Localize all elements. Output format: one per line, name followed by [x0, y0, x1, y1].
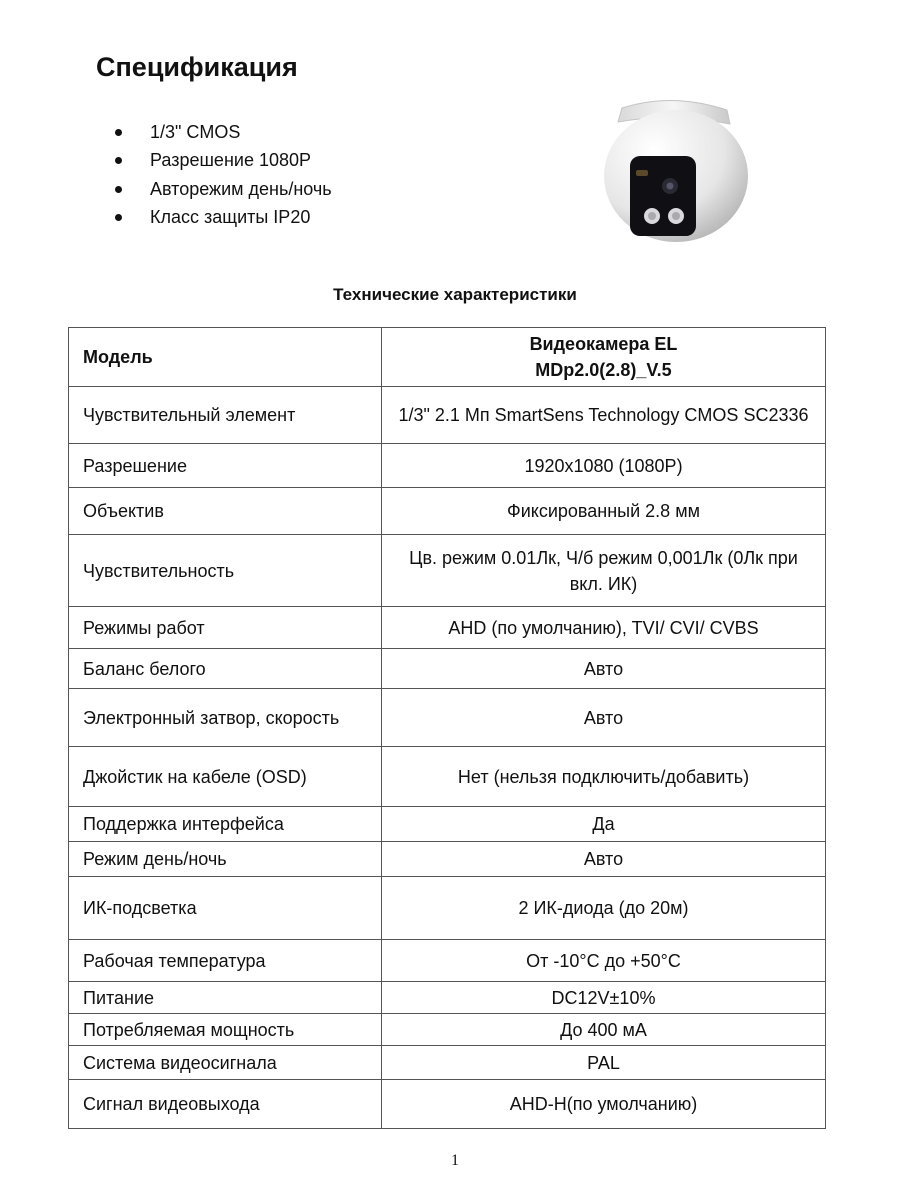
- row-value: DC12V±10%: [382, 982, 826, 1014]
- row-value: Фиксированный 2.8 мм: [382, 488, 826, 535]
- list-item-text: 1/3" CMOS: [150, 121, 241, 142]
- header-value-line1: Видеокамера EL: [529, 334, 678, 354]
- row-key: Объектив: [69, 488, 382, 535]
- row-key: Питание: [69, 982, 382, 1014]
- list-item: [112, 118, 332, 147]
- row-value: Нет (нельзя подключить/добавить): [382, 747, 826, 807]
- row-key: Электронный затвор, скорость: [69, 689, 382, 747]
- row-key: Рабочая температура: [69, 940, 382, 982]
- row-value: Да: [382, 807, 826, 842]
- row-key: Джойстик на кабеле (OSD): [69, 747, 382, 807]
- table-header-row: [69, 328, 826, 387]
- list-item: [112, 175, 332, 204]
- list-item: [112, 204, 332, 233]
- table-row: [69, 607, 826, 649]
- bullet-icon: [115, 157, 122, 164]
- list-item-text: Разрешение 1080P: [150, 150, 311, 171]
- row-key: Режимы работ: [69, 607, 382, 649]
- header-value-line2: MDp2.0(2.8)_V.5: [535, 360, 672, 380]
- row-key: Потребляемая мощность: [69, 1014, 382, 1046]
- table-row: [69, 689, 826, 747]
- table-row: [69, 387, 826, 444]
- row-value: AHD-H(по умолчанию): [382, 1080, 826, 1129]
- row-key: Чувствительность: [69, 535, 382, 607]
- page-number: 1: [451, 1152, 459, 1169]
- row-key: Система видеосигнала: [69, 1046, 382, 1080]
- row-value: До 400 мА: [382, 1014, 826, 1046]
- page-title: Спецификация: [96, 52, 298, 82]
- row-value: Цв. режим 0.01Лк, Ч/б режим 0,001Лк (0Лк при вкл. ИК): [382, 535, 826, 607]
- row-key: Разрешение: [69, 444, 382, 488]
- row-key: Сигнал видеовыхода: [69, 1080, 382, 1129]
- spec-table: [68, 327, 826, 1129]
- header-value: [382, 328, 826, 387]
- table-row: [69, 940, 826, 982]
- row-value: Авто: [382, 649, 826, 689]
- bullet-icon: [115, 186, 122, 193]
- table-row: [69, 807, 826, 842]
- table-row: [69, 747, 826, 807]
- table-row: [69, 1046, 826, 1080]
- table-row: [69, 982, 826, 1014]
- list-item-text: Авторежим день/ночь: [150, 178, 332, 199]
- bullet-icon: [115, 129, 122, 136]
- list-item: [112, 147, 332, 176]
- row-value: Авто: [382, 842, 826, 877]
- row-key: Баланс белого: [69, 649, 382, 689]
- row-value: 1/3" 2.1 Мп SmartSens Technology CMOS SC2336: [382, 387, 826, 444]
- row-key: Поддержка интерфейса: [69, 807, 382, 842]
- row-key: Режим день/ночь: [69, 842, 382, 877]
- row-value: 2 ИК-диода (до 20м): [382, 877, 826, 940]
- table-row: [69, 535, 826, 607]
- bullet-icon: [115, 214, 122, 221]
- row-value: AHD (по умолчанию), TVI/ CVI/ CVBS: [382, 607, 826, 649]
- table-row: [69, 444, 826, 488]
- header-key: Модель: [69, 328, 382, 387]
- feature-list: [112, 118, 332, 232]
- table-title: Технические характеристики: [333, 285, 577, 304]
- list-item-text: Класс защиты IP20: [150, 207, 311, 228]
- row-key: Чувствительный элемент: [69, 387, 382, 444]
- table-row: [69, 877, 826, 940]
- row-value: Авто: [382, 689, 826, 747]
- table-row: [69, 842, 826, 877]
- table-row: [69, 649, 826, 689]
- dome-camera-image: [592, 94, 752, 244]
- row-value: PAL: [382, 1046, 826, 1080]
- table-row: [69, 1080, 826, 1129]
- row-value: От -10°C до +50°C: [382, 940, 826, 982]
- table-row: [69, 1014, 826, 1046]
- table-row: [69, 488, 826, 535]
- row-value: 1920x1080 (1080P): [382, 444, 826, 488]
- row-key: ИК-подсветка: [69, 877, 382, 940]
